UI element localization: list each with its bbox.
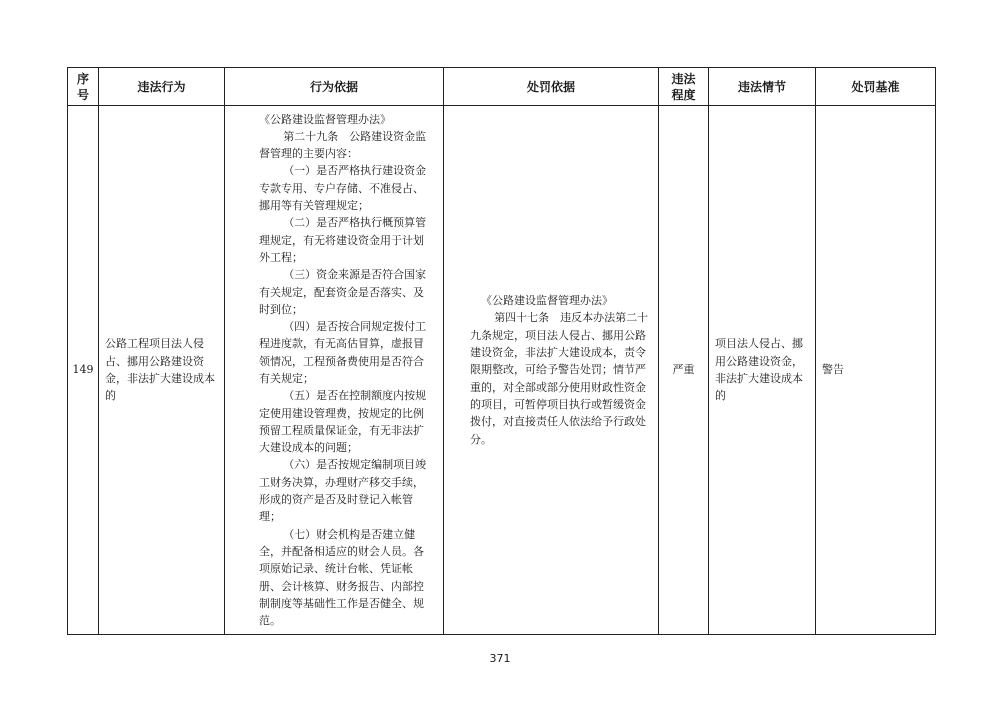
basis-item: （一）是否严格执行建设资金专款专用、专户存储、不准侵占、挪用等有关管理规定； — [259, 164, 427, 213]
header-circumstance-label: 违法情节 — [737, 80, 786, 94]
header-standard-label: 处罚基准 — [851, 80, 900, 94]
row-standard: 警告 — [816, 106, 936, 635]
header-act-label: 违法行为 — [137, 80, 186, 94]
penalty-basis-title: 《公路建设监督管理办法》 — [481, 294, 613, 308]
table-row — [68, 106, 936, 635]
basis-title: 《公路建设监督管理办法》 — [259, 112, 391, 126]
penalty-basis-body: 第四十七条 违反本办法第二十九条规定，项目法人侵占、挪用公路建设资金，非法扩大建设成本，责令限期整改，可给予警告处罚；情节严重的，对全部或部分使用财政性资金的项目，可暂停项目执行或暂缓资金拨付，对直接责任人依法给予行政处分。 — [470, 311, 649, 446]
header-penalty-basis-label: 处罚依据 — [526, 80, 575, 94]
basis-item: （三）资金来源是否符合国家有关规定，配套资金是否落实、及时到位； — [259, 268, 427, 316]
row-penalty-basis — [444, 106, 659, 635]
basis-lead: 第二十九条 公路建设资金监督管理的主要内容： — [259, 129, 427, 161]
header-seq — [68, 68, 99, 106]
header-basis-label: 行为依据 — [309, 80, 358, 94]
header-penalty-basis — [444, 68, 659, 106]
row-degree: 严重 — [659, 106, 709, 635]
header-degree-label: 违法程度 — [671, 71, 696, 102]
basis-item: （二）是否严格执行概预算管理规定，有无将建设资金用于计划外工程； — [259, 216, 427, 264]
row-circumstance: 项目法人侵占、挪用公路建设资金，非法扩大建设成本的 — [709, 106, 816, 635]
header-standard — [816, 68, 936, 106]
basis-item: （六）是否按规定编制项目竣工财务决算，办理财产移交手续，形成的资产是否及时登记入帐管理； — [259, 458, 427, 524]
penalty-table — [67, 67, 936, 635]
row-act: 公路工程项目法人侵占、挪用公路建设资金，非法扩大建设成本的 — [99, 106, 225, 635]
row-seq: 149 — [68, 106, 99, 635]
header-act — [99, 68, 225, 106]
header-row — [68, 68, 936, 106]
header-circumstance — [709, 68, 816, 106]
page-number: 371 — [489, 652, 511, 665]
basis-item: （五）是否在控制额度内按规定使用建设管理费，按规定的比例预留工程质量保证金，有无非法扩大建设成本的问题； — [259, 389, 427, 455]
basis-item: （四）是否按合同规定拨付工程进度款，有无高估冒算，虚报冒领情况，工程预备费使用是否符合有关规定； — [259, 320, 427, 385]
header-degree — [659, 68, 709, 106]
basis-item: （七）财会机构是否建立健全，并配备相适应的财会人员。各项原始记录、统计台帐、凭证帐册、会计核算、财务报告、内部控制制度等基础性工作是否健全、规范。 — [259, 527, 424, 628]
header-basis — [225, 68, 444, 106]
row-basis — [225, 106, 444, 635]
header-seq-label: 序号 — [76, 71, 89, 102]
